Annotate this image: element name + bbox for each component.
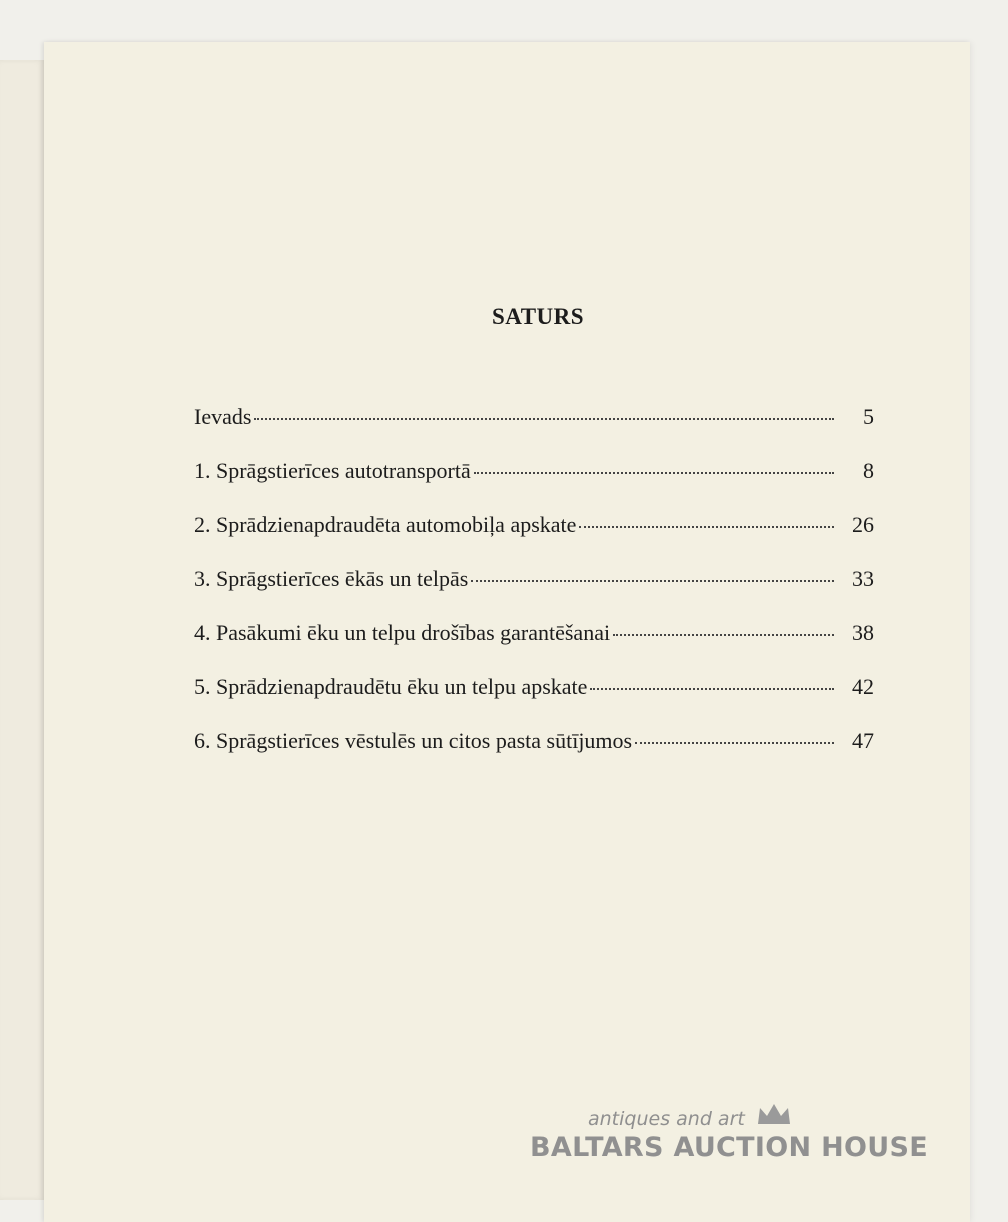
- auction-watermark: [530, 1108, 930, 1168]
- watermark-tagline: antiques and art: [588, 1108, 745, 1130]
- toc-entry: [194, 512, 874, 566]
- toc-entry-label: Ievads: [194, 404, 252, 429]
- dot-leader: [474, 472, 834, 474]
- toc-entry-label: 1. Sprāgstierīces autotransportā: [194, 458, 471, 483]
- contents-title: SATURS: [492, 304, 585, 329]
- toc-entry-page: 42: [852, 674, 874, 699]
- toc-entry-page: 8: [863, 458, 874, 483]
- toc-entry: [194, 566, 874, 620]
- toc-entry-label: 2. Sprādzienapdraudēta automobiļa apskate: [194, 512, 577, 537]
- toc-entry-page: 33: [852, 566, 874, 591]
- dot-leader: [254, 418, 834, 420]
- dot-leader: [635, 742, 834, 744]
- watermark-brand: BALTARS AUCTION HOUSE: [530, 1132, 928, 1163]
- toc-entry: [194, 458, 874, 512]
- toc-entry: [194, 404, 874, 458]
- dot-leader: [590, 688, 834, 690]
- toc-entry-page: 26: [852, 512, 874, 537]
- dot-leader: [613, 634, 834, 636]
- toc-entry-label: 6. Sprāgstierīces vēstulēs un citos pasta sūtījumos: [194, 728, 633, 753]
- book-page: [44, 42, 970, 1222]
- toc-entry-label: 5. Sprādzienapdraudētu ēku un telpu apskate: [194, 674, 588, 699]
- dot-leader: [579, 526, 834, 528]
- table-of-contents: [194, 404, 874, 782]
- toc-entry-label: 3. Sprāgstierīces ēkās un telpās: [194, 566, 469, 591]
- toc-entry-page: 38: [852, 620, 874, 645]
- toc-entry: [194, 620, 874, 674]
- toc-entry-page: 47: [852, 728, 874, 753]
- toc-entry: [194, 674, 874, 728]
- toc-entry-page: 5: [863, 404, 874, 429]
- facing-page: [0, 60, 44, 1200]
- dot-leader: [471, 580, 834, 582]
- crown-icon: [756, 1102, 792, 1131]
- toc-entry-label: 4. Pasākumi ēku un telpu drošības garantēšanai: [194, 620, 611, 645]
- toc-entry: [194, 728, 874, 782]
